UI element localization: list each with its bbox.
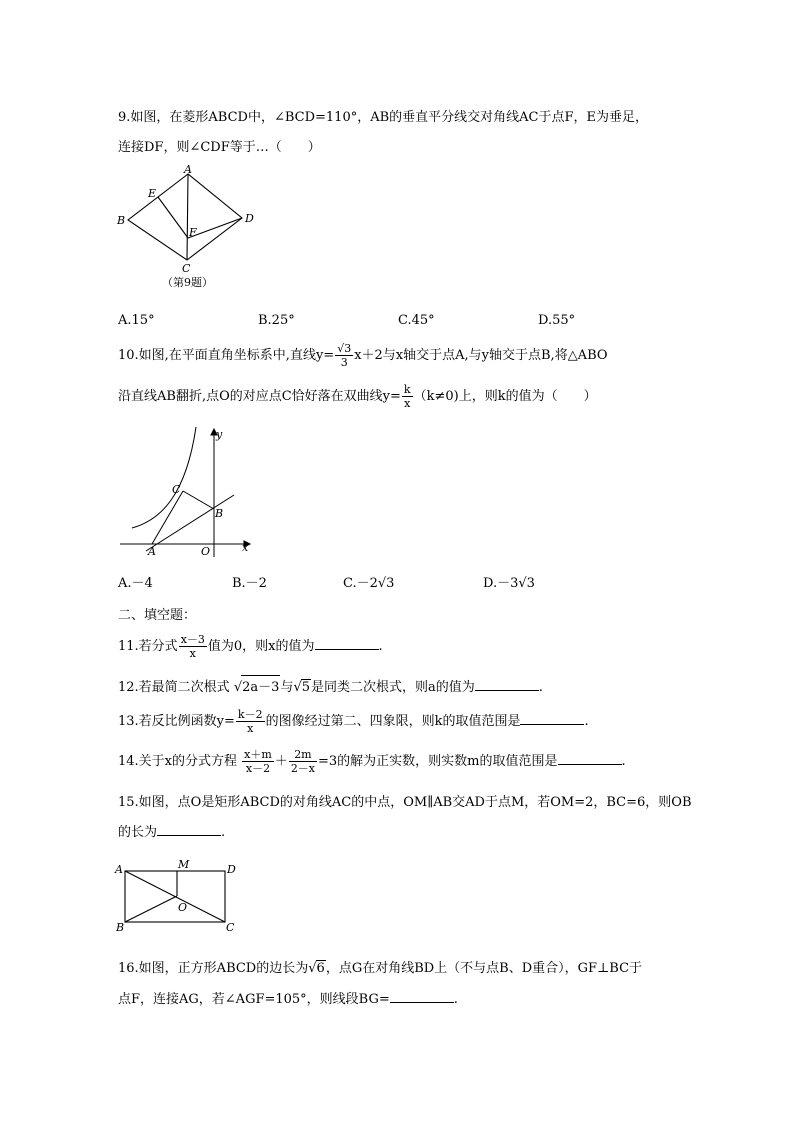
q10-line2-a: 沿直线AB翻折,点O的对应点C恰好落在双曲线y= xyxy=(118,389,401,404)
q10-line2-b: （k≠0)上，则k的值为（ ） xyxy=(413,389,597,404)
q10-line2 xyxy=(118,383,597,410)
q10-option-b: B.－2 xyxy=(232,576,267,591)
q14: 14.关于x的分式方程 $\frac{x+m}{x-2}$ ＋ $\frac{2m}{2-x}$ =3的解为正实数，则实数m的取值范围是 . xyxy=(118,748,626,775)
hyperbola-curve xyxy=(132,427,196,528)
q16-radical: 6 xyxy=(316,961,325,976)
diagonal-ac xyxy=(187,174,188,260)
q13-fraction: $\frac{k-2}{x}$ xyxy=(237,708,263,735)
q10-line1-a: 10.如图,在平面直角坐标系中,直线y= xyxy=(118,348,335,363)
label-x: x xyxy=(242,541,249,554)
q10-line1 xyxy=(118,342,608,369)
segment-bo xyxy=(125,896,177,922)
q11: 11.若分式 $\frac{x-3}{x}$ 值为0，则x的值为 . xyxy=(118,633,383,660)
q12-radical-1: 2a－3 xyxy=(241,675,280,695)
label-a: A xyxy=(184,163,192,176)
q14-fraction-2: $\frac{2m}{2-x}$ xyxy=(290,748,316,775)
q13: 13.若反比例函数y= $\frac{k-2}{x}$ 的图像经过第二、四象限，则k的取值范围是 . xyxy=(118,708,589,735)
label-a: A xyxy=(148,545,156,558)
q10-line1-b: x＋2与x轴交于点A,与y轴交于点B,将△ABO xyxy=(354,348,608,363)
label-b: B xyxy=(117,214,126,227)
label-d: D xyxy=(245,212,254,225)
section-fill-blank-heading: 二、填空题： xyxy=(118,608,197,623)
q12-answer-blank[interactable] xyxy=(475,678,539,691)
label-c: C xyxy=(182,262,191,275)
rhombus-abcd xyxy=(128,174,242,260)
q15-answer-blank[interactable] xyxy=(157,823,221,836)
label-f: F xyxy=(189,226,197,239)
q16-line2: 点F，连接AG，若∠AGF=105°，则线段BG= . xyxy=(118,992,458,1007)
label-b: B xyxy=(116,921,125,934)
q14-answer-blank[interactable] xyxy=(558,752,622,765)
q10-option-d: D.－3√3 xyxy=(483,576,535,591)
q9-caption: （第9题） xyxy=(162,276,213,289)
q10-coordinate-figure xyxy=(116,425,256,560)
q10-k-fraction: $\frac{k}{x}$ xyxy=(403,383,411,410)
q10-option-c: C.－2√3 xyxy=(343,576,395,591)
q14-fraction-1: $\frac{x+m}{x-2}$ xyxy=(244,748,272,775)
label-a: A xyxy=(115,863,123,876)
q10-option-a: A.－4 xyxy=(118,576,153,591)
label-m: M xyxy=(178,858,190,871)
q11-fraction: $\frac{x-3}{x}$ xyxy=(180,633,205,660)
q9-option-c: C.45° xyxy=(398,313,435,328)
q12-radical-2: 5 xyxy=(301,680,311,695)
q9-option-a: A.15° xyxy=(118,313,155,328)
q9-line1: 9.如图，在菱形ABCD中，∠BCD=110°，AB的垂直平分线交对角线AC于点F，E为垂足， xyxy=(118,110,649,125)
q11-answer-blank[interactable] xyxy=(315,637,379,650)
label-d: D xyxy=(227,863,236,876)
q13-answer-blank[interactable] xyxy=(520,712,584,725)
q9-option-b: B.25° xyxy=(258,313,295,328)
segment-cb xyxy=(183,491,214,509)
label-c: C xyxy=(172,483,181,496)
q16-answer-blank[interactable] xyxy=(390,990,454,1003)
segment-ef xyxy=(158,197,188,238)
q15-line2: 的长为 . xyxy=(118,825,226,840)
label-c: C xyxy=(226,921,235,934)
label-o: O xyxy=(201,545,211,558)
q16-line1: 16.如图，正方形ABCD的边长为√6，点G在对角线BD上（不与点B、D重合），GF⊥BC于 xyxy=(118,961,643,976)
q9-line2: 连接DF，则∠CDF等于…（ ） xyxy=(118,140,321,155)
q9-rhombus-figure xyxy=(112,162,272,292)
q15-rectangle-figure xyxy=(112,856,247,936)
q15-line1: 15.如图，点O是矩形ABCD的对角线AC的中点，OM∥AB交AD于点M，若OM=2，BC=6，则OB xyxy=(118,795,692,810)
line-ab xyxy=(146,495,234,551)
q10-slope-fraction: $\frac{√3}{3}$ xyxy=(337,342,352,369)
q9-option-d: D.55° xyxy=(538,313,576,328)
label-y: y xyxy=(216,428,223,441)
label-b: B xyxy=(215,507,224,520)
label-o: O xyxy=(178,901,188,914)
label-e: E xyxy=(148,187,157,200)
q12: 12.若最简二次根式 √2a－3与√5是同类二次根式，则a的值为 . xyxy=(118,675,543,695)
segment-ac xyxy=(152,491,183,544)
